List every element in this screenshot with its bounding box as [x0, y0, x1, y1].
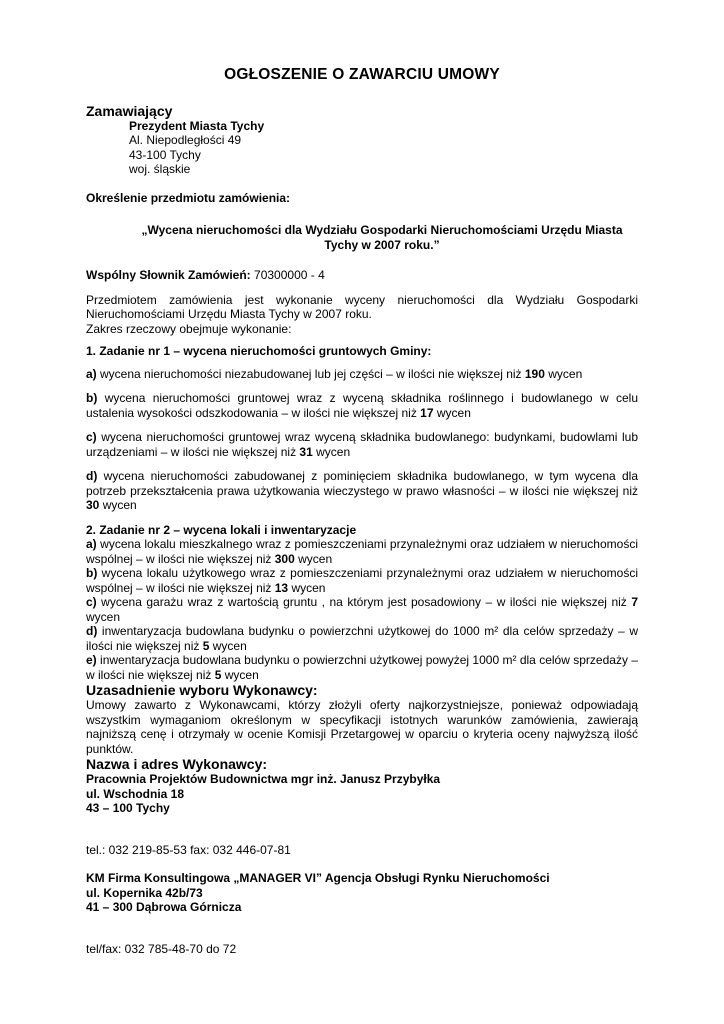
- item-text: inwentaryzacja budowlana budynku o powierzchni użytkowej powyżej 1000 m² dla celów sprzedaży – w ilości nie większej niż: [86, 653, 638, 682]
- item-quantity: 190: [524, 366, 545, 381]
- subject-quote-line-2: Tychy w 2007 roku.”: [324, 237, 440, 252]
- item-letter: d): [86, 624, 98, 638]
- item-text: inwentaryzacja budowlana budynku o powierzchni użytkowej do 1000 m² dla celów sprzedaży – w ilości nie większej niż: [86, 624, 638, 653]
- item-quantity: 300: [274, 551, 295, 566]
- item-unit: wycen: [544, 366, 583, 381]
- contractor-1-name: Pracownia Projektów Budownictwa mgr inż. Janusz Przybyłka: [86, 772, 441, 786]
- subject-quote-line-1: „Wycena nieruchomości dla Wydziału Gospodarki Nieruchomościami Urzędu Miasta: [141, 223, 623, 237]
- item-quantity: 13: [274, 580, 289, 595]
- scope-line: Zakres rzeczowy obejmuje wykonanie:: [86, 321, 292, 336]
- item-text: wycena nieruchomości niezabudowanej lub jej części – w ilości nie większej niż: [96, 366, 525, 381]
- item-unit: wycen: [221, 667, 259, 682]
- ordering-party-street: Al. Niepodległości 49: [129, 133, 242, 147]
- task1-item-d: [86, 469, 638, 513]
- item-text: wycena nieruchomości zabudowanej z pominięciem składnika budowlanego, w tym wycena dla potrzeb przekształcenia prawa użytkowania wieczystego w prawo własności – w ilości nie większej niż: [86, 469, 638, 498]
- ordering-party-city: 43-100 Tychy: [129, 147, 201, 162]
- task1-item-c: [86, 430, 638, 459]
- subject-heading: Określenie przedmiotu zamówienia:: [86, 190, 291, 205]
- item-letter: b): [86, 391, 98, 405]
- ordering-party-voivodeship: woj. śląskie: [129, 162, 191, 176]
- item-unit: wycen: [209, 638, 247, 653]
- cpv-line: [86, 268, 638, 283]
- item-unit: wycen: [312, 444, 351, 459]
- task2-item-e: [86, 653, 638, 682]
- item-quantity: 31: [299, 444, 313, 459]
- contractor-2-city: 41 – 300 Dąbrowa Górnicza: [86, 900, 242, 914]
- item-quantity: 5: [202, 638, 210, 653]
- task1-item-a: [86, 367, 638, 382]
- item-unit: wycen: [99, 498, 137, 512]
- item-quantity: 7: [631, 595, 638, 609]
- item-letter: e): [86, 653, 97, 667]
- subject-quote: [86, 223, 638, 252]
- document-title: OGŁOSZENIE O ZAWARCIU UMOWY: [224, 66, 500, 83]
- task2-item-d: [86, 624, 638, 653]
- contractor-1-street: ul. Wschodnia 18: [86, 786, 185, 801]
- contractor-2-street: ul. Kopernika 42b/73: [86, 885, 203, 900]
- item-unit: wycen: [433, 405, 471, 420]
- ordering-party-section: [86, 103, 638, 177]
- item-quantity: 30: [86, 498, 100, 512]
- item-unit: wycen: [288, 580, 326, 595]
- cpv-label: Wspólny Słownik Zamówień:: [86, 268, 251, 282]
- task2-heading: 2. Zadanie nr 2 – wycena lokali i inwentaryzacje: [86, 522, 357, 537]
- item-letter: b): [86, 566, 98, 580]
- item-quantity: 5: [214, 667, 222, 682]
- item-letter: d): [86, 469, 98, 483]
- contractor-1-phone: tel.: 032 219-85-53 fax: 032 446-07-81: [86, 842, 291, 857]
- task1-item-b: [86, 391, 638, 420]
- task2-item-a: [86, 537, 638, 566]
- task2-item-b: [86, 566, 638, 595]
- item-letter: c): [86, 430, 97, 444]
- item-text: wycena garażu wraz z wartością gruntu , na którym jest posadowiony – w ilości nie większej niż: [96, 595, 632, 609]
- contractor-1-city: 43 – 100 Tychy: [86, 801, 170, 815]
- ordering-party-name: Prezydent Miasta Tychy: [129, 118, 265, 133]
- justification-text: Umowy zawarto z Wykonawcami, którzy złożyli oferty najkorzystniejsze, ponieważ odpowiadają wszystkim wymaganiom określonym w specyfikacji istotnych warunków zamówienia, zawierają najniższą cenę i otrzymały w ocenie Komisji Przetargowej w oparciu o kryteria oceny najwyższą ilość punktów.: [86, 698, 638, 756]
- item-letter: a): [86, 366, 97, 381]
- item-quantity: 17: [420, 405, 434, 420]
- ordering-party-heading: Zamawiający: [86, 102, 173, 119]
- contractor-2-name: KM Firma Konsultingowa „MANAGER VI” Agencja Obsługi Rynku Nieruchomości: [86, 871, 550, 885]
- item-unit: wycen: [294, 551, 333, 566]
- contractor-heading: Nazwa i adres Wykonawcy:: [86, 756, 268, 772]
- item-text: wycena lokalu mieszkalnego wraz z pomieszczeniami przynależnymi oraz udziałem w nieruchomości wspólnej – w ilości nie większej niż: [86, 537, 638, 566]
- item-text: wycena nieruchomości gruntowej wraz wyceną składnika budowlanego: budynkami, budowlami lub urządzeniami – w ilości nie większej niż: [86, 430, 638, 459]
- item-letter: a): [86, 537, 97, 551]
- task2-item-c: [86, 595, 638, 624]
- contractor-2-phone: tel/fax: 032 785-48-70 do 72: [86, 941, 237, 956]
- item-unit: wycen: [86, 609, 121, 624]
- subject-description: Przedmiotem zamówienia jest wykonanie wyceny nieruchomości dla Wydziału Gospodarki Nieruchomościami Urzędu Miasta Tychy w 2007 roku.: [86, 292, 638, 321]
- item-text: wycena lokalu użytkowego wraz z pomieszczeniami przynależnymi oraz udziałem w nieruchomości wspólnej – w ilości nie większej niż: [86, 566, 638, 595]
- cpv-code: 70300000 - 4: [250, 268, 325, 282]
- item-text: wycena nieruchomości gruntowej wraz z wyceną składnika roślinnego i budowlanego w celu ustalenia wysokości odszkodowania – w ilości nie większej niż: [86, 391, 638, 420]
- justification-heading: Uzasadnienie wyboru Wykonawcy:: [86, 682, 318, 698]
- item-letter: c): [86, 595, 97, 609]
- task1-heading: 1. Zadanie nr 1 – wycena nieruchomości gruntowych Gminy:: [86, 344, 432, 358]
- contractor-2-block: [86, 871, 638, 915]
